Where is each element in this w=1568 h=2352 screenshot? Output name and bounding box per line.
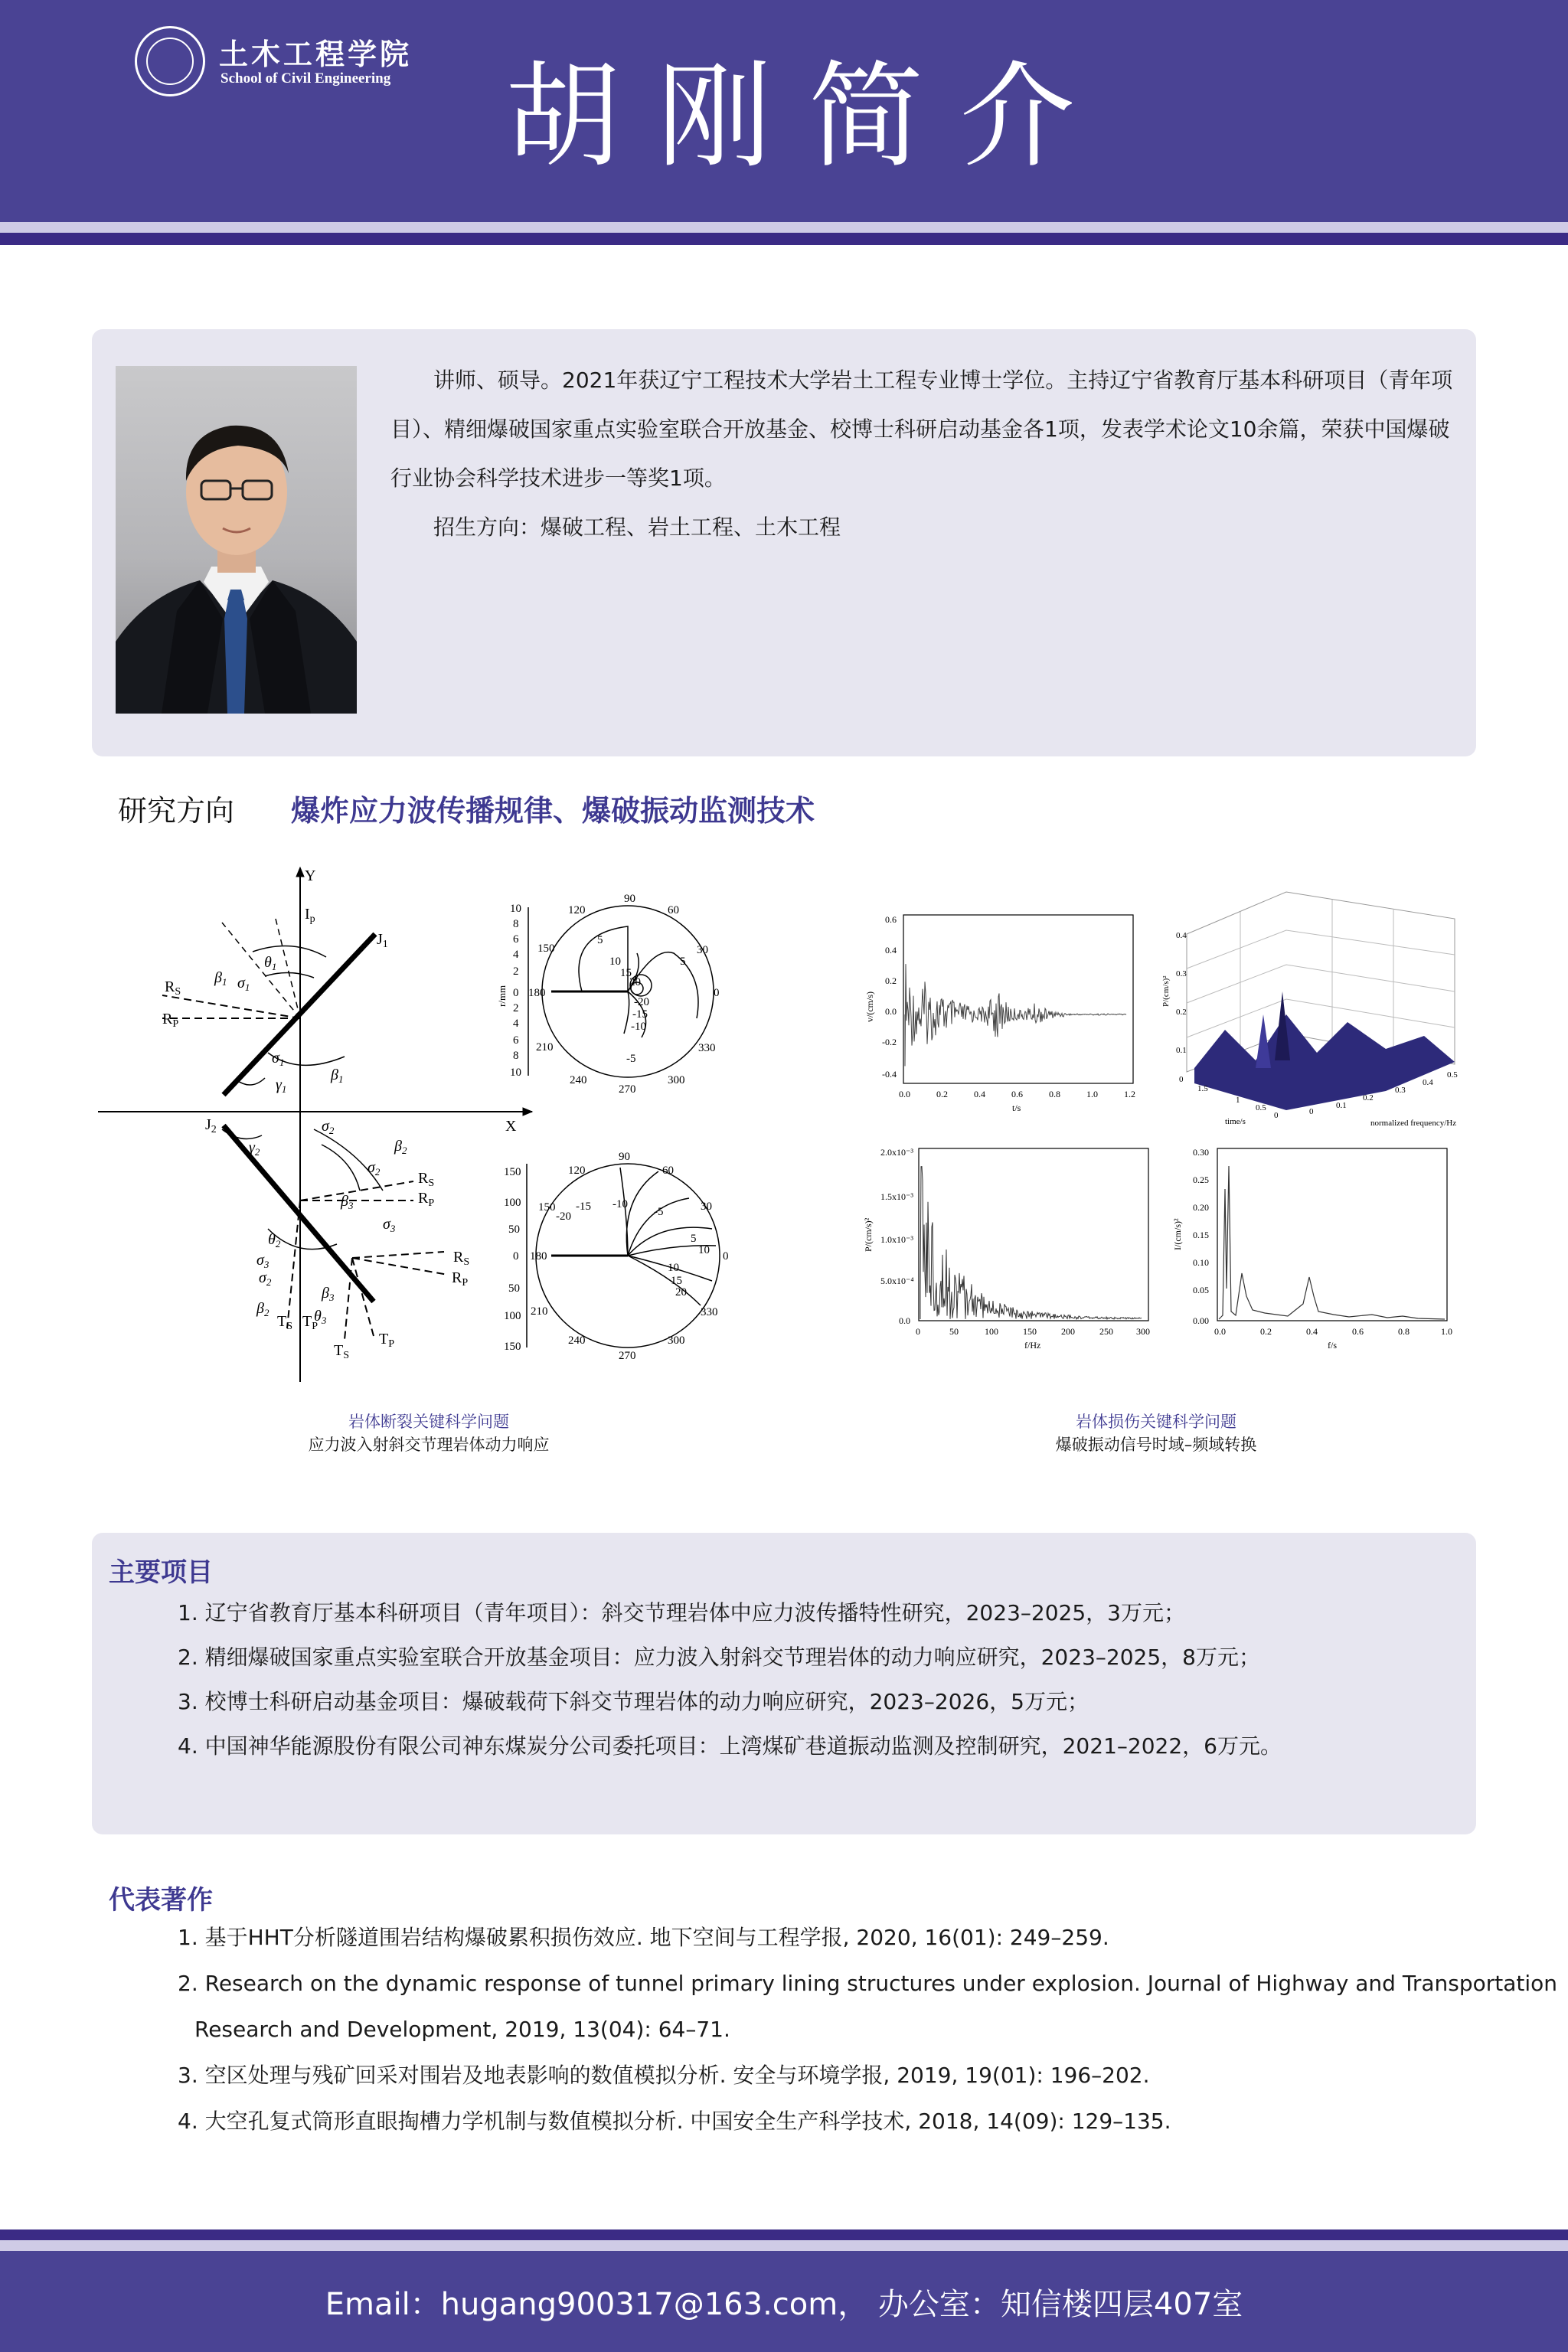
school-name-cn: 土木工程学院	[219, 37, 413, 71]
svg-text:RS: $R_S$	[165, 978, 181, 998]
svg-text:σ2: $\sigma_2$	[259, 1269, 272, 1288]
publication-item: 3. 空区处理与残矿回采对围岩及地表影响的数值模拟分析. 安全与环境学报, 2019, 19(01): 196–202.	[178, 2063, 1150, 2088]
publication-item: 4. 大空孔复式筒形直眼掏槽力学机制与数值模拟分析. 中国安全生产科学技术, 2018, 14(09): 129–135.	[178, 2109, 1171, 2134]
svg-text:270: 270	[619, 1350, 636, 1362]
svg-text:300: 300	[668, 1334, 685, 1347]
svg-text:RP: $R_P$	[452, 1269, 469, 1289]
svg-text:β2: $\beta_2$	[256, 1300, 270, 1318]
svg-text:t/s: t/s	[1012, 1102, 1021, 1113]
publication-item: 1. 基于HHT分析隧道围岩结构爆破累积损伤效应. 地下空间与工程学报, 2020, 16(01): 249–259.	[178, 1925, 1109, 1950]
svg-text:Ip: $I_p$	[305, 906, 315, 925]
svg-text:10: 10	[668, 1262, 679, 1274]
svg-text:1.0: 1.0	[1086, 1089, 1098, 1099]
svg-text:v/(cm/s): v/(cm/s)	[864, 991, 875, 1022]
svg-text:120: 120	[568, 904, 586, 916]
svg-text:10: 10	[510, 1067, 521, 1079]
publications-title: 代表著作	[109, 1885, 213, 1916]
svg-text:2: 2	[513, 965, 519, 978]
svg-text:σ3: $\sigma_3$	[256, 1252, 270, 1270]
svg-text:1.0x10⁻³: 1.0x10⁻³	[880, 1234, 913, 1245]
svg-text:I/(cm/s)²: I/(cm/s)²	[1172, 1218, 1183, 1250]
caption-left-subtitle: 应力波入射斜交节理岩体动力响应	[308, 1436, 550, 1454]
svg-text:4: 4	[513, 1018, 519, 1030]
svg-text:-0.4: -0.4	[882, 1069, 897, 1080]
svg-text:P/(cm/s)²: P/(cm/s)²	[863, 1217, 874, 1252]
svg-text:0.8: 0.8	[1398, 1326, 1410, 1337]
svg-text:60: 60	[662, 1165, 674, 1177]
svg-text:0.8: 0.8	[1049, 1089, 1060, 1099]
svg-text:50: 50	[949, 1326, 959, 1337]
research-label: 研究方向	[118, 794, 235, 828]
svg-text:0.10: 0.10	[1193, 1257, 1209, 1268]
polar-plot-bottom	[527, 1164, 720, 1348]
svg-text:RS: $R_S$	[453, 1249, 470, 1268]
research-figures	[92, 861, 1485, 1397]
svg-text:15: 15	[620, 967, 632, 979]
svg-text:P/(cm/s)²: P/(cm/s)²	[1161, 975, 1171, 1007]
svg-text:θ3: $\theta_3$	[314, 1308, 327, 1326]
svg-text:0.5: 0.5	[1256, 1103, 1266, 1112]
svg-text:300: 300	[668, 1074, 685, 1086]
svg-text:time/s: time/s	[1225, 1117, 1246, 1126]
footer-divider	[0, 2240, 1568, 2251]
svg-text:10: 10	[510, 903, 521, 915]
svg-text:0.6: 0.6	[885, 914, 897, 925]
svg-text:X: X	[505, 1118, 517, 1135]
svg-text:normalized frequency/Hz: normalized frequency/Hz	[1370, 1119, 1457, 1128]
svg-text:150: 150	[504, 1166, 521, 1178]
svg-text:5.0x10⁻⁴: 5.0x10⁻⁴	[880, 1276, 914, 1286]
svg-text:0.1: 0.1	[1336, 1101, 1347, 1110]
svg-text:1: 1	[1236, 1096, 1240, 1105]
svg-text:RP: $R_P$	[418, 1190, 435, 1209]
svg-text:210: 210	[536, 1041, 554, 1054]
svg-text:100: 100	[985, 1326, 998, 1337]
svg-text:σ1: $\sigma_1$	[237, 975, 250, 993]
svg-text:150: 150	[538, 1201, 556, 1214]
svg-text:0.4: 0.4	[885, 945, 897, 956]
svg-text:240: 240	[570, 1074, 587, 1086]
svg-text:TP: $T_P$	[302, 1313, 318, 1332]
svg-text:200: 200	[1061, 1326, 1075, 1337]
svg-text:0.3: 0.3	[1395, 1086, 1406, 1095]
svg-text:0.0: 0.0	[885, 1006, 897, 1017]
figure-right-caption	[972, 1410, 1340, 1456]
svg-text:8: 8	[513, 1050, 519, 1062]
svg-text:γ1: $\gamma_1$	[276, 1076, 287, 1095]
svg-text:0.0: 0.0	[899, 1089, 910, 1099]
svg-text:0.15: 0.15	[1193, 1230, 1209, 1240]
svg-text:f/Hz: f/Hz	[1024, 1340, 1041, 1351]
svg-text:90: 90	[619, 1151, 630, 1163]
svg-text:20: 20	[629, 976, 641, 988]
svg-text:0.00: 0.00	[1193, 1315, 1209, 1326]
svg-text:0: 0	[714, 987, 720, 999]
svg-text:-5: -5	[654, 1206, 664, 1218]
svg-text:β3: $\beta_3$	[341, 1193, 354, 1211]
publication-item-continued: Research and Development, 2019, 13(04): 64–71.	[194, 2017, 730, 2042]
project-item: 3. 校博士科研启动基金项目：爆破载荷下斜交节理岩体的动力响应研究，2023–2026，5万元；	[178, 1689, 1089, 1714]
svg-text:0: 0	[513, 1250, 519, 1263]
svg-text:-0.2: -0.2	[882, 1037, 897, 1047]
svg-text:0.20: 0.20	[1193, 1202, 1209, 1213]
svg-text:10: 10	[609, 956, 621, 968]
polar-top-labels	[496, 893, 720, 1096]
svg-text:330: 330	[701, 1306, 718, 1318]
svg-text:270: 270	[619, 1083, 636, 1096]
bio-paragraph: 讲师、硕导。2021年获辽宁工程技术大学岩土工程专业博士学位。主持辽宁省教育厅基本科研项目（青年项目）、精细爆破国家重点实验室联合开放基金、校博士科研启动基金各1项，发表学术论文10余篇，荣获中国爆破行业协会科学技术进步一等奖1项。	[390, 368, 1453, 491]
svg-text:5: 5	[680, 956, 686, 968]
svg-text:J2: $J_2$	[205, 1116, 217, 1135]
publication-item: 2. Research on the dynamic response of tunnel primary lining structures under explosion. Journal of Highway and Transportation	[178, 1971, 1558, 1996]
svg-text:2.0x10⁻³: 2.0x10⁻³	[880, 1147, 913, 1158]
svg-text:250: 250	[1099, 1326, 1113, 1337]
svg-text:-15: -15	[576, 1200, 591, 1213]
svg-text:TS: $T_S$	[277, 1313, 293, 1332]
svg-text:6: 6	[513, 933, 519, 946]
svg-text:σ3: $\sigma_3$	[383, 1216, 396, 1234]
svg-text:300: 300	[1136, 1326, 1150, 1337]
svg-text:240: 240	[568, 1334, 586, 1347]
svg-text:γ2: $\gamma_2$	[249, 1139, 260, 1158]
svg-text:30: 30	[701, 1200, 712, 1213]
svg-text:100: 100	[504, 1310, 521, 1322]
svg-text:β1: $\beta_1$	[331, 1067, 344, 1085]
svg-text:1.5: 1.5	[1197, 1084, 1208, 1093]
instantaneous-energy-plot	[1172, 1147, 1452, 1351]
svg-text:θ2: $\theta_2$	[268, 1231, 281, 1250]
svg-text:-10: -10	[612, 1198, 628, 1210]
svg-text:180: 180	[530, 1250, 547, 1263]
svg-text:β1: $\beta_1$	[214, 969, 227, 988]
svg-text:σ2: $\sigma_2$	[322, 1118, 335, 1136]
svg-text:100: 100	[504, 1197, 521, 1209]
svg-text:210: 210	[531, 1305, 548, 1318]
svg-text:15: 15	[671, 1275, 682, 1287]
svg-text:0: 0	[1179, 1075, 1184, 1084]
svg-text:150: 150	[1023, 1326, 1037, 1337]
svg-text:120: 120	[568, 1165, 586, 1177]
caption-left-title: 岩体断裂关键科学问题	[348, 1413, 509, 1431]
footer-divider-dark	[0, 2230, 1568, 2240]
svg-text:-15: -15	[632, 1008, 648, 1021]
header-divider	[0, 222, 1568, 233]
svg-text:-20: -20	[556, 1210, 571, 1223]
svg-text:0.2: 0.2	[885, 975, 897, 986]
portrait-photo	[116, 366, 357, 714]
polar-plot-top	[528, 906, 714, 1077]
svg-text:0: 0	[723, 1250, 729, 1263]
svg-text:r/mm: r/mm	[496, 985, 508, 1007]
svg-text:180: 180	[528, 987, 546, 999]
project-item: 1. 辽宁省教育厅基本科研项目（青年项目）：斜交节理岩体中应力波传播特性研究，2023–2025，3万元；	[178, 1600, 1185, 1625]
joint-diagram-labels	[162, 867, 517, 1361]
power-spectrum-plot	[863, 1147, 1150, 1351]
svg-text:60: 60	[668, 904, 679, 916]
joint-diagram	[98, 867, 532, 1382]
svg-text:β2: $\beta_2$	[394, 1138, 407, 1156]
svg-text:330: 330	[698, 1042, 716, 1054]
caption-right-subtitle: 爆破振动信号时域–频域转换	[1055, 1436, 1257, 1454]
svg-text:0.6: 0.6	[1011, 1089, 1023, 1099]
svg-text:TS: $T_S$	[334, 1342, 350, 1361]
svg-text:50: 50	[508, 1282, 520, 1295]
hilbert-spectrum-3d	[1161, 892, 1458, 1128]
svg-text:0.5: 0.5	[1447, 1070, 1458, 1080]
svg-text:90: 90	[624, 893, 635, 905]
svg-text:0.05: 0.05	[1193, 1285, 1209, 1295]
svg-text:-20: -20	[634, 996, 649, 1008]
svg-text:0.4: 0.4	[1176, 931, 1187, 940]
svg-text:Y: Y	[305, 867, 316, 884]
svg-text:5: 5	[691, 1233, 697, 1245]
projects-list	[178, 1591, 1282, 1769]
svg-text:10: 10	[698, 1244, 710, 1256]
school-name-en: School of Civil Engineering	[220, 70, 391, 87]
svg-text:0.0: 0.0	[899, 1315, 910, 1326]
svg-text:20: 20	[675, 1286, 687, 1298]
svg-text:0.4: 0.4	[1423, 1078, 1433, 1087]
svg-text:0: 0	[1309, 1107, 1314, 1116]
figure-left-caption	[245, 1410, 612, 1456]
velocity-time-plot	[864, 914, 1135, 1113]
svg-text:1.0: 1.0	[1441, 1326, 1452, 1337]
header-divider-dark	[0, 233, 1568, 245]
svg-text:4: 4	[513, 949, 519, 961]
svg-text:8: 8	[513, 918, 519, 930]
svg-text:150: 150	[504, 1341, 521, 1353]
svg-text:f/s: f/s	[1328, 1340, 1337, 1351]
bio-text	[390, 356, 1455, 552]
page-footer	[0, 2251, 1568, 2352]
svg-text:6: 6	[513, 1034, 519, 1047]
svg-text:2: 2	[513, 1002, 519, 1014]
page-title: 胡刚简介	[505, 51, 1112, 184]
svg-text:0.6: 0.6	[1352, 1326, 1364, 1337]
svg-text:0.3: 0.3	[1176, 969, 1187, 978]
caption-right-title: 岩体损伤关键科学问题	[1076, 1413, 1236, 1431]
svg-text:0.4: 0.4	[974, 1089, 985, 1099]
svg-text:TP: $T_P$	[379, 1331, 395, 1350]
research-topic: 爆炸应力波传播规律、爆破振动监测技术	[291, 794, 815, 828]
svg-text:σ1: $\sigma_1$	[272, 1050, 285, 1068]
svg-text:0: 0	[916, 1326, 920, 1337]
project-item: 2. 精细爆破国家重点实验室联合开放基金项目：应力波入射斜交节理岩体的动力响应研究，2023–2025，8万元；	[178, 1645, 1260, 1670]
svg-text:β3: $\beta_3$	[322, 1285, 335, 1303]
svg-text:-10: -10	[631, 1021, 646, 1033]
svg-text:0.30: 0.30	[1193, 1147, 1209, 1158]
svg-text:0.1: 0.1	[1176, 1046, 1187, 1055]
contact-info: Email：hugang900317@163.com， 办公室：知信楼四层407室	[325, 2286, 1243, 2322]
projects-title: 主要项目	[109, 1557, 213, 1588]
svg-text:150: 150	[537, 942, 555, 955]
svg-text:0.25: 0.25	[1193, 1174, 1209, 1185]
school-seal-logo	[135, 26, 205, 96]
svg-text:1.2: 1.2	[1124, 1089, 1135, 1099]
admission-direction: 招生方向：爆破工程、岩土工程、土木工程	[433, 514, 841, 540]
project-item: 4. 中国神华能源股份有限公司神东煤炭分公司委托项目：上湾煤矿巷道振动监测及控制研究，2021–2022，6万元。	[178, 1733, 1282, 1759]
svg-text:0.0: 0.0	[1214, 1326, 1226, 1337]
svg-text:RS: $R_S$	[418, 1170, 435, 1189]
svg-text:-5: -5	[626, 1053, 636, 1065]
svg-text:0.2: 0.2	[936, 1089, 948, 1099]
svg-text:5: 5	[597, 934, 603, 946]
publications-list	[178, 1915, 1557, 2145]
svg-text:0.2: 0.2	[1363, 1093, 1374, 1102]
svg-text:30: 30	[697, 944, 708, 956]
svg-text:0: 0	[513, 987, 519, 999]
svg-text:1.5x10⁻³: 1.5x10⁻³	[880, 1191, 913, 1202]
svg-text:0.2: 0.2	[1260, 1326, 1272, 1337]
svg-text:0: 0	[1274, 1111, 1279, 1120]
svg-text:RP: $R_P$	[162, 1011, 179, 1030]
svg-text:0.2: 0.2	[1176, 1008, 1187, 1017]
svg-text:50: 50	[508, 1223, 520, 1236]
svg-text:θ1: $\theta_1$	[264, 954, 277, 972]
svg-text:J1: $J_1$	[377, 931, 388, 950]
svg-text:0.4: 0.4	[1306, 1326, 1318, 1337]
svg-text:σ2: $\sigma_2$	[368, 1159, 381, 1178]
